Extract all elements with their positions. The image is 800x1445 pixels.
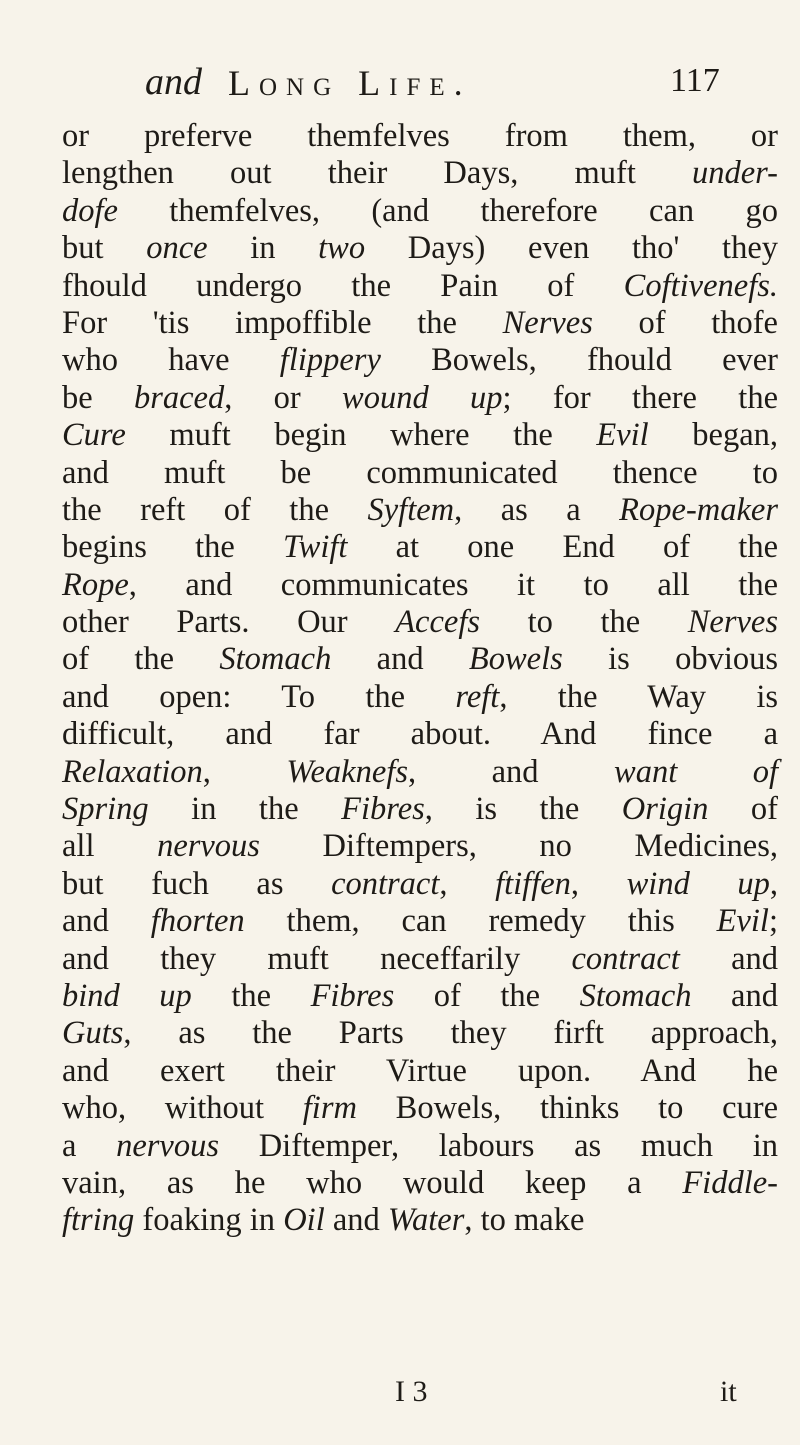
text-segment: of thofe [592,304,778,341]
text-segment: , as the Parts they firft approach, [123,1015,778,1052]
italic-text: wind up [626,865,770,902]
italic-text: Stomach [219,641,332,678]
text-line [62,1165,778,1202]
italic-text: Stomach [579,977,692,1014]
text-segment: Days) even tho' they [365,230,779,267]
text-line [62,380,778,417]
italic-text: Fibres [341,791,425,828]
text-segment: ; [768,903,778,940]
text-segment: and [331,641,469,678]
text-segment: and they muft neceffarily [62,940,572,977]
italic-text: Water [387,1202,465,1239]
text-segment: , is the [424,791,622,828]
italic-text: Nerves [502,304,593,341]
text-line [62,118,778,155]
text-line [62,1128,778,1165]
italic-text: Syftem [367,491,455,528]
italic-text: Spring [62,791,149,828]
text-segment: or preferve themfelves from them, or [62,118,778,154]
text-segment: is obvious [562,641,779,678]
italic-text: Origin [621,791,709,828]
text-segment: but [62,230,147,267]
text-segment: Bowels, fhould ever [380,342,778,379]
italic-text: Oil [283,1202,325,1239]
text-line [62,1015,778,1052]
text-segment: of the [62,641,220,678]
text-line [62,866,778,903]
text-segment: , [439,865,496,902]
text-segment: and [691,977,778,1014]
text-line [62,1053,778,1090]
text-segment: the reft of the [62,491,368,528]
italic-text: ftiffen [495,865,571,902]
text-segment: and open: To the [62,678,456,715]
text-segment: Bowels, thinks to cure [356,1090,778,1127]
header-title: Long Life. [228,63,472,103]
text-line [62,604,778,641]
italic-text: Relaxation [62,753,203,790]
text-line [62,417,778,454]
text-segment: lengthen out their Days, muft [62,155,692,192]
italic-text: Rope-maker [619,491,778,528]
text-segment: , [202,753,287,790]
text-segment: begins the [62,529,283,566]
italic-text: contract [331,865,440,902]
text-line [62,268,778,305]
text-segment: , or [224,379,343,416]
text-segment: a [62,1127,117,1164]
text-segment: themfelves, (and therefore can go [117,192,778,229]
text-segment: all [62,828,158,865]
text-segment: Diftempers, no Medicines, [259,828,778,865]
text-line [62,492,778,529]
italic-text: ftring [62,1202,135,1239]
text-line [62,716,778,753]
text-segment: , and communicates it to all the [128,566,778,603]
header-and: and [145,61,202,103]
italic-text: Rope [62,566,129,603]
text-segment: fhould undergo the Pain of [62,267,624,304]
italic-text: Evil [716,903,769,940]
text-segment: in [207,230,319,267]
text-segment: difficult, and far about. And fince a [62,716,778,753]
text-line [62,342,778,379]
text-line [62,941,778,978]
text-segment: of [708,791,778,828]
text-line [62,155,778,192]
text-segment: , [570,865,627,902]
italic-text: firm [302,1090,357,1127]
body-text [62,118,778,1240]
text-segment: and [324,1202,388,1239]
page-footer [0,1375,800,1415]
italic-text: flippery [279,342,381,379]
italic-text: once [146,230,208,267]
text-segment: and [679,940,778,977]
text-segment: foaking in [134,1202,284,1239]
text-segment: them, can remedy this [244,903,717,940]
italic-text: under- [692,155,778,192]
text-segment: , as a [454,491,620,528]
text-segment: but fuch as [62,865,332,902]
italic-text: two [318,230,366,267]
text-segment: , [769,865,779,902]
text-segment: ; for there the [502,379,778,416]
italic-text: Bowels [468,641,563,678]
text-line [62,679,778,716]
italic-text: Twift [282,529,348,566]
text-line [62,230,778,267]
running-header [140,58,760,108]
text-line [62,305,778,342]
italic-text: Weaknefs [286,753,408,790]
text-segment: , and [407,753,615,790]
text-line [62,641,778,678]
text-segment: , to make [464,1202,585,1239]
italic-text: Accefs [395,604,481,641]
text-segment: in the [148,791,342,828]
text-segment: For 'tis impoffible the [62,304,503,341]
signature-mark: I 3 [395,1375,428,1408]
text-segment: , the Way is [499,678,778,715]
italic-text: nervous [116,1127,220,1164]
text-segment: who have [62,342,280,379]
italic-text: braced [133,379,225,416]
page-number: 117 [670,62,720,99]
italic-text: Cure [62,417,126,454]
text-segment: and [62,903,151,940]
text-segment: to the [480,604,688,641]
text-segment: at one End of the [347,529,778,566]
italic-text: want of [614,753,778,790]
text-line [62,903,778,940]
italic-text: nervous [157,828,260,865]
italic-text: Nerves [687,604,778,641]
text-line [62,455,778,492]
text-segment: muft begin where the [125,417,597,454]
italic-text: Guts [62,1015,124,1052]
text-line [62,791,778,828]
italic-text: bind up [62,977,192,1014]
text-line [62,1202,778,1239]
italic-text: reft [455,678,500,715]
text-line [62,193,778,230]
text-line [62,978,778,1015]
italic-text: wound up [342,379,503,416]
italic-text: fhorten [150,903,245,940]
italic-text: dofe [62,192,118,229]
text-segment: began, [648,417,779,454]
text-segment: vain, as he who would keep a [62,1164,683,1201]
italic-text: Evil [596,417,649,454]
text-segment: the [191,977,311,1014]
italic-text: Coftivenefs. [623,267,778,304]
text-segment: be [62,379,134,416]
text-segment: and muft be communicated thence to [62,454,778,491]
catchword: it [720,1375,737,1408]
italic-text: Fibres [310,977,395,1014]
text-line [62,529,778,566]
text-line [62,1090,778,1127]
text-line [62,567,778,604]
italic-text: contract [571,940,680,977]
text-segment: who, without [62,1090,303,1127]
text-line [62,754,778,791]
text-segment: other Parts. Our [62,604,396,641]
text-segment: Diftemper, labours as much in [219,1127,778,1164]
text-segment: of the [394,977,580,1014]
text-segment: and exert their Virtue upon. And he [62,1052,778,1089]
text-line [62,828,778,865]
italic-text: Fiddle- [682,1164,778,1201]
